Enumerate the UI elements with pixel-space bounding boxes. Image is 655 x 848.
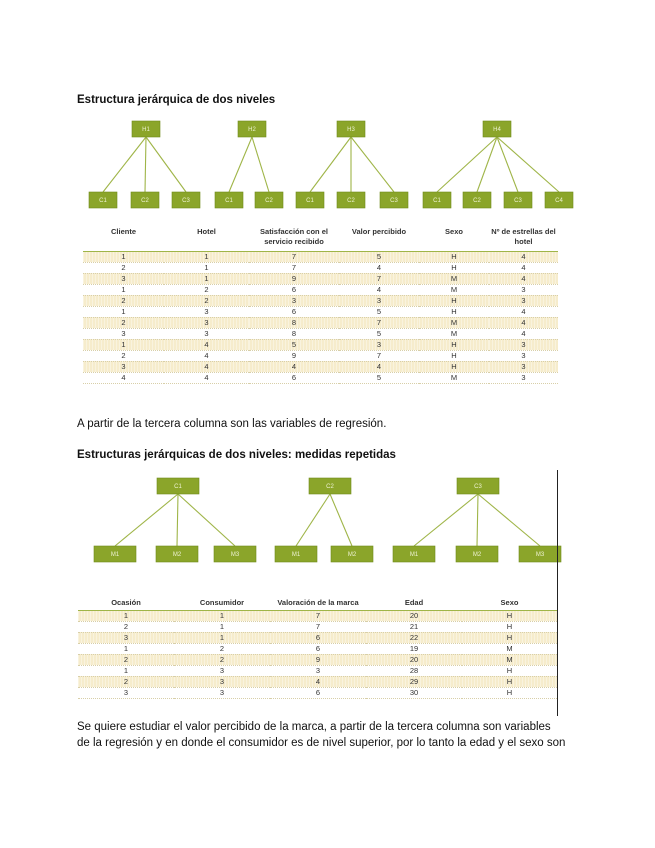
hotel-table-cell: 7	[249, 262, 339, 273]
svg-text:C3: C3	[514, 198, 522, 204]
hotel-table-cell: 4	[489, 306, 558, 317]
marca-table-cell: H	[462, 676, 557, 687]
marca-table-row	[78, 632, 557, 643]
hotel-column-header: Cliente	[83, 227, 164, 251]
tree2-leaf-node	[331, 546, 373, 562]
marca-table-cell: 1	[174, 610, 270, 621]
svg-text:C2: C2	[347, 198, 355, 204]
marca-table-cell: H	[462, 621, 557, 632]
hotel-table-cell: H	[419, 251, 489, 262]
marca-table-cell: 1	[78, 643, 174, 654]
marca-table-cell: H	[462, 687, 557, 698]
hotel-table-cell: 4	[489, 317, 558, 328]
marca-table-cell: 1	[174, 621, 270, 632]
svg-text:C3: C3	[390, 198, 398, 204]
hotel-table-cell: 7	[339, 317, 419, 328]
tree2-edge	[296, 494, 330, 546]
svg-text:C3: C3	[474, 484, 482, 490]
tree2-edge	[478, 494, 540, 546]
section2-paragraph-line2: de la regresión y en donde el consumidor es de nivel superior, por lo tanto la edad y el sexo son	[77, 737, 566, 749]
section1-heading: Estructura jerárquica de dos niveles	[77, 94, 276, 106]
svg-text:M3: M3	[535, 552, 545, 558]
hotel-table-cell: 3	[83, 328, 164, 339]
section2-paragraph-line1: Se quiere estudiar el valor percibido de la marca, a partir de la tercera columna son variables	[77, 721, 551, 733]
hotel-table-cell: 4	[489, 251, 558, 262]
hotel-column-header: Valor percibido	[339, 227, 419, 251]
marca-column-header: Edad	[366, 598, 462, 610]
hotel-table-cell: 1	[83, 306, 164, 317]
marca-table-cell: 2	[174, 654, 270, 665]
hotel-table-cell: 3	[489, 350, 558, 361]
hotel-table-cell: 3	[339, 295, 419, 306]
hotel-table-cell: 2	[164, 295, 249, 306]
hotel-table-cell: 5	[249, 339, 339, 350]
tree2-edge	[115, 494, 178, 546]
hotel-table-cell: 6	[249, 306, 339, 317]
marca-table-cell: 3	[174, 687, 270, 698]
hotel-table-cell: M	[419, 328, 489, 339]
hotel-table-cell: 1	[83, 251, 164, 262]
hotel-table-cell: 5	[339, 328, 419, 339]
hotel-table-cell: 7	[339, 273, 419, 284]
svg-text:H3: H3	[347, 127, 355, 133]
tree2-edge	[477, 494, 478, 546]
marca-table-cell: 29	[366, 676, 462, 687]
marca-table-row	[78, 687, 557, 698]
marca-table-cell: 22	[366, 632, 462, 643]
marca-table-cell: 20	[366, 654, 462, 665]
svg-text:M1: M1	[291, 552, 301, 558]
hotel-table-cell: 3	[83, 361, 164, 372]
marca-table-cell: 9	[270, 654, 366, 665]
marca-table-cell: 19	[366, 643, 462, 654]
svg-text:M1: M1	[110, 552, 120, 558]
marca-table-row	[78, 665, 557, 676]
hotel-table-cell: 4	[249, 361, 339, 372]
svg-text:C2: C2	[326, 484, 334, 490]
svg-text:C3: C3	[182, 198, 190, 204]
svg-text:C1: C1	[306, 198, 314, 204]
tree2-edge	[414, 494, 478, 546]
section2-heading: Estructuras jerárquicas de dos niveles: medidas repetidas	[77, 449, 396, 461]
hotel-table-cell: 3	[489, 339, 558, 350]
hotel-table-cell: 4	[339, 284, 419, 295]
marca-table-cell: 30	[366, 687, 462, 698]
svg-text:H2: H2	[248, 127, 256, 133]
marca-table-cell: 6	[270, 687, 366, 698]
marca-column-header: Sexo	[462, 598, 557, 610]
hotel-table-cell: 2	[83, 295, 164, 306]
marca-table-cell: M	[462, 643, 557, 654]
marca-table-cell: 2	[78, 676, 174, 687]
hotel-table-cell: M	[419, 284, 489, 295]
hotel-table-cell: 2	[83, 262, 164, 273]
hotel-table-cell: M	[419, 372, 489, 383]
hotel-table-cell: 3	[489, 361, 558, 372]
svg-text:C2: C2	[265, 198, 273, 204]
hotel-table-cell: 4	[489, 328, 558, 339]
hotel-table-cell: 6	[249, 284, 339, 295]
repeated-measures-table	[78, 598, 557, 699]
hotel-table-cell: 1	[164, 273, 249, 284]
hotel-table-cell: 1	[164, 251, 249, 262]
tree2-leaf-node	[156, 546, 198, 562]
svg-text:C1: C1	[174, 484, 182, 490]
tree2-leaf-node	[456, 546, 498, 562]
marca-table-cell: 3	[78, 632, 174, 643]
hotel-table-cell: 3	[489, 295, 558, 306]
section1-paragraph: A partir de la tercera columna son las variables de regresión.	[77, 418, 387, 430]
hotel-table-cell: 8	[249, 317, 339, 328]
hotel-table-cell: 7	[339, 350, 419, 361]
marca-table-cell: 3	[174, 676, 270, 687]
marca-table-cell: 6	[270, 632, 366, 643]
hotel-column-header: Nº de estrellas del hotel	[489, 227, 558, 251]
marca-column-header: Ocasión	[78, 598, 174, 610]
marca-table-cell: 2	[78, 654, 174, 665]
marca-table-row	[78, 610, 557, 621]
svg-text:M2: M2	[347, 552, 357, 558]
svg-text:M2: M2	[472, 552, 482, 558]
marca-table-cell: H	[462, 610, 557, 621]
hotel-table-cell: 2	[83, 317, 164, 328]
hotel-table-cell: H	[419, 339, 489, 350]
hotel-table-cell: H	[419, 295, 489, 306]
hotel-table-cell: 5	[339, 306, 419, 317]
hotel-table-cell: 3	[164, 306, 249, 317]
hotel-table-cell: 3	[339, 339, 419, 350]
tree2-top-node	[457, 478, 499, 494]
tree2-top-node	[157, 478, 199, 494]
hotel-table-cell: 9	[249, 350, 339, 361]
hotel-table-cell: 4	[164, 372, 249, 383]
tree2-top-node	[309, 478, 351, 494]
marca-table-cell: 21	[366, 621, 462, 632]
marca-table-cell: 1	[78, 610, 174, 621]
hotel-column-header: Hotel	[164, 227, 249, 251]
hotel-table-cell: 4	[489, 262, 558, 273]
svg-text:C1: C1	[225, 198, 233, 204]
marca-table-cell: 3	[174, 665, 270, 676]
hotel-table-cell: H	[419, 361, 489, 372]
vertical-divider-line	[557, 470, 558, 716]
hotel-table-cell: 4	[489, 273, 558, 284]
hotel-table-cell: 1	[83, 339, 164, 350]
tree2-leaf-node	[519, 546, 561, 562]
svg-text:C2: C2	[141, 198, 149, 204]
marca-table-cell: 3	[270, 665, 366, 676]
tree2-leaf-node	[94, 546, 136, 562]
hotel-table-cell: 6	[249, 372, 339, 383]
marca-table-cell: 6	[270, 643, 366, 654]
hotel-table-cell: 4	[164, 361, 249, 372]
hotel-table-cell: 4	[164, 350, 249, 361]
hotel-table-cell: 3	[83, 273, 164, 284]
marca-table-cell: 7	[270, 610, 366, 621]
svg-text:M1: M1	[409, 552, 419, 558]
svg-text:C1: C1	[99, 198, 107, 204]
marca-table-cell: H	[462, 665, 557, 676]
hotel-table-cell: 4	[83, 372, 164, 383]
marca-table-cell: 28	[366, 665, 462, 676]
marca-table-cell: 1	[174, 632, 270, 643]
marca-table-row	[78, 676, 557, 687]
svg-text:C2: C2	[473, 198, 481, 204]
marca-table-row	[78, 621, 557, 632]
marca-table-cell: 2	[78, 621, 174, 632]
marca-table-cell: 3	[78, 687, 174, 698]
svg-text:C1: C1	[433, 198, 441, 204]
hotel-table-cell: 5	[339, 251, 419, 262]
svg-text:H1: H1	[142, 127, 150, 133]
tree2-leaf-node	[214, 546, 256, 562]
hotel-table-cell: 7	[249, 251, 339, 262]
marca-column-header: Valoración de la marca	[270, 598, 366, 610]
hotel-table-cell: 8	[249, 328, 339, 339]
hotel-table-cell: H	[419, 350, 489, 361]
hotel-table-cell: 5	[339, 372, 419, 383]
hotel-table-cell: 3	[249, 295, 339, 306]
marca-table-row	[78, 654, 557, 665]
tree2-edge	[177, 494, 178, 546]
hotel-table-cell: 3	[489, 284, 558, 295]
hotel-table-cell: 9	[249, 273, 339, 284]
marca-column-header: Consumidor	[174, 598, 270, 610]
hotel-table-cell: 3	[164, 317, 249, 328]
marca-table-cell: M	[462, 654, 557, 665]
marca-table-cell: 20	[366, 610, 462, 621]
marca-table-row	[78, 643, 557, 654]
hotel-table-cell: 2	[83, 350, 164, 361]
hotel-table-cell: 4	[339, 361, 419, 372]
marca-table-cell: 4	[270, 676, 366, 687]
svg-text:H4: H4	[493, 127, 501, 133]
tree2-leaf-node	[393, 546, 435, 562]
hotel-table-cell: 2	[164, 284, 249, 295]
tree2-leaf-node	[275, 546, 317, 562]
hotel-table-cell: 1	[83, 284, 164, 295]
hotel-table-cell: 4	[339, 262, 419, 273]
marca-table-cell: H	[462, 632, 557, 643]
hotel-table-cell: H	[419, 262, 489, 273]
hotel-table-cell: 4	[164, 339, 249, 350]
hotel-table-cell: M	[419, 317, 489, 328]
marca-table-cell: 7	[270, 621, 366, 632]
marca-table-cell: 2	[174, 643, 270, 654]
hotel-table-cell: 1	[164, 262, 249, 273]
hotel-table-cell: H	[419, 306, 489, 317]
hotel-table-cell: 3	[489, 372, 558, 383]
tree2-edge	[178, 494, 235, 546]
tree2-edge	[330, 494, 352, 546]
svg-text:M2: M2	[172, 552, 182, 558]
hotel-column-header: Satisfacción con el servicio recibido	[249, 227, 339, 251]
hotel-table-cell: M	[419, 273, 489, 284]
hotel-column-header: Sexo	[419, 227, 489, 251]
hotel-table-cell: 3	[164, 328, 249, 339]
marca-table-cell: 1	[78, 665, 174, 676]
svg-text:C4: C4	[555, 198, 563, 204]
svg-text:M3: M3	[230, 552, 240, 558]
